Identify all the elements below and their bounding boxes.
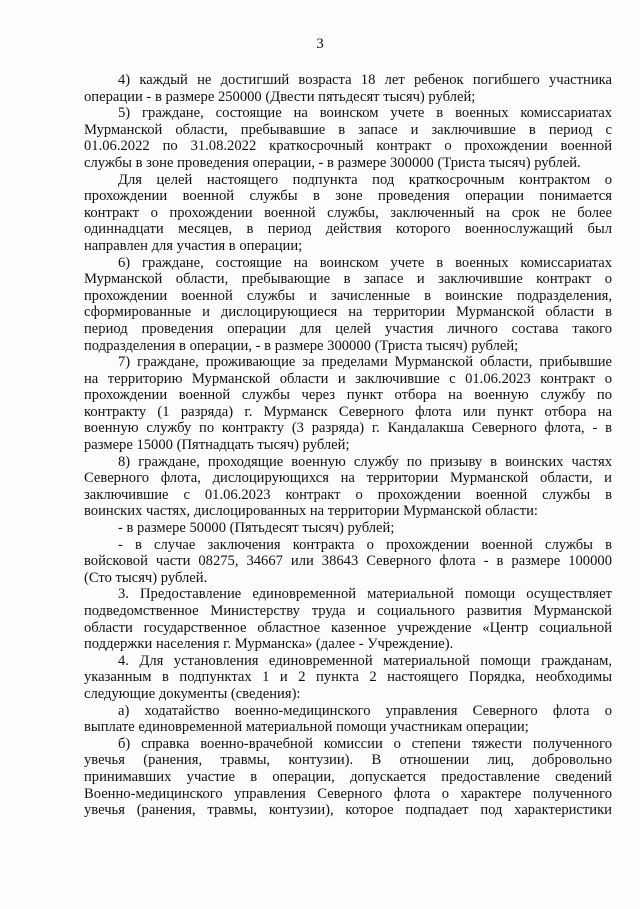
text-line: следующие документы (сведения): bbox=[84, 685, 301, 702]
text-line: 3. Предоставление единовременной материальной помощи осуществляет bbox=[118, 586, 612, 603]
text-line: выплате единовременной материальной помощи участникам операции; bbox=[84, 719, 529, 736]
text-line: 6) граждане, состоящие на воинском учете в военных комиссариатах bbox=[118, 254, 612, 271]
text-line: Мурманской области, пребывавшие в запасе и заключившие в период с bbox=[84, 121, 612, 138]
text-line: Военно-медицинского управления Северного флота о характере полученного bbox=[84, 785, 612, 802]
text-line: подведомственное Министерству труда и социального развития Мурманской bbox=[84, 603, 612, 619]
text-line: операции - в размере 250000 (Двести пятьдесят тысяч) рублей; bbox=[84, 88, 476, 105]
text-line: б) справка военно-врачебной комиссии о степени тяжести полученного bbox=[118, 735, 612, 752]
text-line: указанным в подпунктах 1 и 2 пункта 2 настоящего Порядка, необходимы bbox=[84, 669, 612, 686]
text-line: увечья (ранения, травмы, контузии). В отношении лиц, добровольно bbox=[84, 752, 612, 769]
text-line: Северного флота, дислоцирующихся на территории Мурманской области, и bbox=[84, 470, 612, 487]
text-line: прохождении военной службы и зачисленные в воинские подразделения, bbox=[84, 287, 612, 304]
text-line: - в случае заключения контракта о прохождении военной службы в bbox=[118, 536, 612, 553]
text-line: контракту (1 разряда) г. Мурманск Северного флота или пункт отбора на bbox=[84, 403, 612, 420]
text-line: размере 15000 (Пятнадцать тысяч) рублей; bbox=[84, 437, 350, 454]
text-line: 7) граждане, проживающие за пределами Мурманской области, прибывшие bbox=[118, 354, 612, 371]
text-line: поддержки населения г. Мурманска» (далее - Учреждение). bbox=[84, 636, 454, 653]
text-line: на территорию Мурманской области и заключившие с 01.06.2023 контракт о bbox=[84, 370, 612, 387]
text-line: службы в зоне проведения операции, - в размере 300000 (Триста тысяч) рублей. bbox=[84, 154, 581, 171]
text-line: Мурманской области, пребывающие в запасе и заключившие контракт о bbox=[84, 271, 612, 288]
text-line: направлен для участия в операции; bbox=[84, 237, 303, 254]
text-line: увечья (ранения, травмы, контузии), которое подпадает под характеристики bbox=[84, 802, 612, 819]
text-line: контракт о прохождении военной службы, заключенный на срок не более bbox=[84, 204, 612, 221]
text-line: заключившие с 01.06.2023 контракт о прохождении военной службы в bbox=[84, 486, 612, 503]
text-line: а) ходатайство военно-медицинского управления Северного флота о bbox=[118, 702, 612, 719]
text-line: период проведения операции для целей участия личного состава такого bbox=[84, 320, 612, 337]
page-number: 3 bbox=[316, 36, 324, 52]
text-line: прохождении военной службы в зоне проведения операции понимается bbox=[84, 188, 612, 205]
text-line: - в размере 50000 (Пятьдесят тысяч) рублей; bbox=[118, 520, 395, 537]
text-line: 01.06.2022 по 31.08.2022 краткосрочный контракт о прохождении военной bbox=[84, 138, 612, 155]
text-line: принимавших участие в операции, допускается предоставление сведений bbox=[84, 768, 612, 785]
text-line: 8) граждане, проходящие военную службу по призыву в воинских частях bbox=[118, 453, 612, 470]
text-line: воинских частях, дислоцированных на территории Мурманской области: bbox=[84, 503, 538, 520]
text-line: одиннадцати месяцев, в период действия которого военнослужащий был bbox=[84, 221, 612, 238]
document-body bbox=[84, 72, 612, 819]
text-line: 4. Для установления единовременной материальной помощи гражданам, bbox=[118, 652, 612, 669]
text-line: 4) каждый не достигший возраста 18 лет ребенок погибшего участника bbox=[118, 72, 612, 88]
text-line: 5) граждане, состоящие на воинском учете в военных комиссариатах bbox=[118, 105, 612, 122]
text-line: сформированные и дислоцирующиеся на территории Мурманской области в bbox=[84, 304, 612, 321]
text-line: прохождении военной службы через пункт отбора на военную службу по bbox=[84, 387, 612, 404]
text-line: войсковой части 08275, 34667 или 38643 Северного флота - в размере 100000 bbox=[84, 553, 612, 570]
text-line: подразделения в операции, - в размере 300000 (Триста тысяч) рублей; bbox=[84, 337, 519, 354]
text-line: военную службу по контракту (3 разряда) г. Кандалакша Северного флота, - в bbox=[84, 420, 612, 437]
text-line: Для целей настоящего подпункта под краткосрочным контрактом о bbox=[118, 171, 612, 188]
text-line: (Сто тысяч) рублей. bbox=[84, 569, 208, 586]
text-line: области государственное областное казенное учреждение «Центр социальной bbox=[84, 619, 612, 636]
